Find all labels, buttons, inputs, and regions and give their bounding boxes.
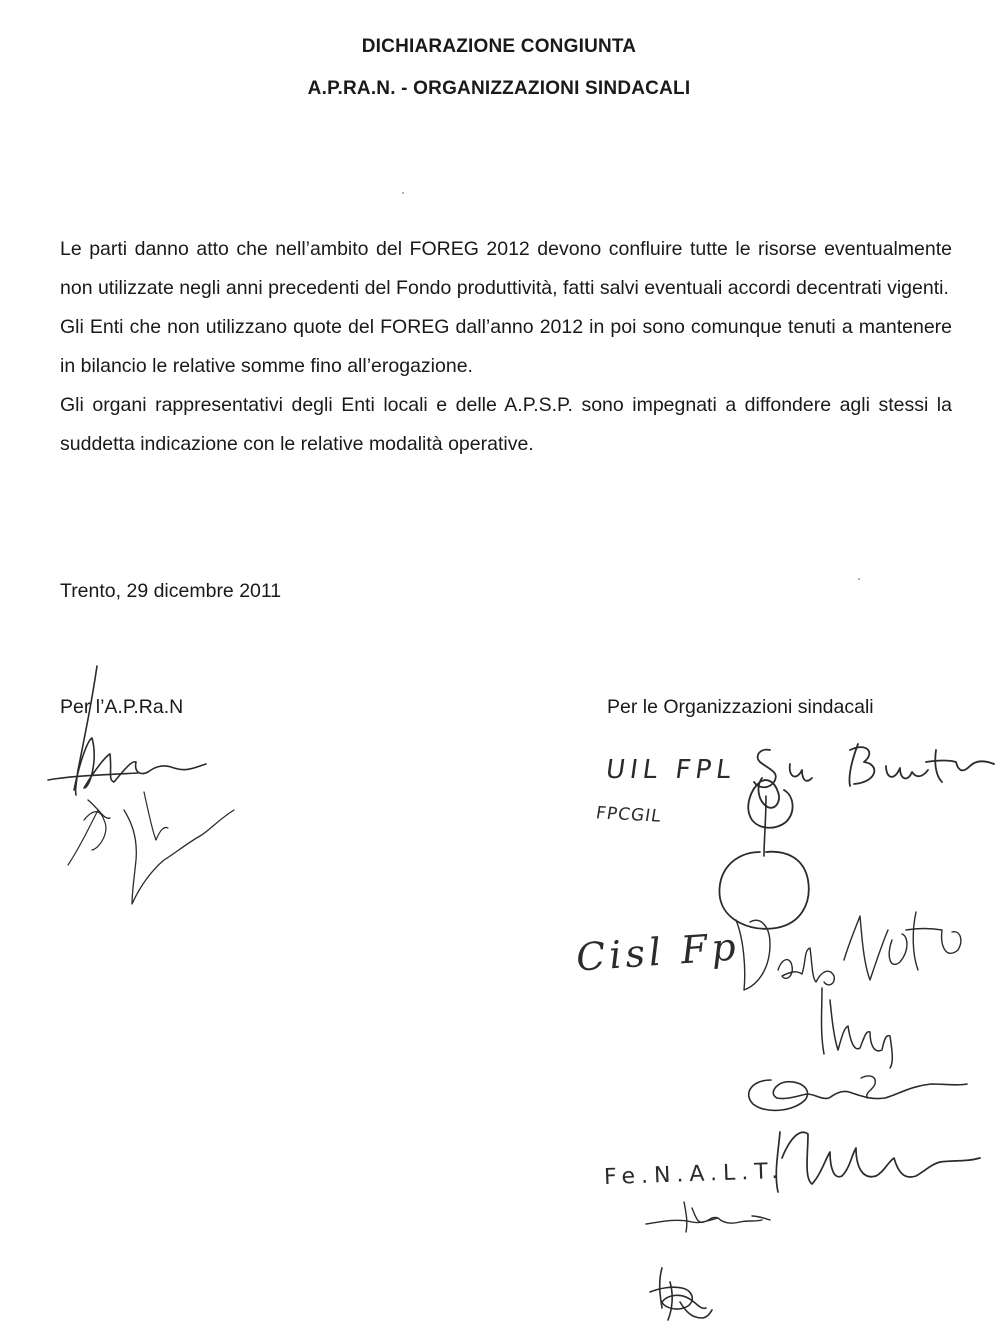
paragraph-foreg-resources: Le parti danno atto che nell’ambito del FOREG 2012 devono confluire tutte le risorse eventualmente non utilizzate negli anni precedenti del Fondo produttività, fatti salvi eventuali accordi decentrati vigenti. <box>60 238 952 299</box>
scan-speck <box>402 192 404 194</box>
paragraph-entities-budget: Gli Enti che non utilizzano quote del FOREG dall’anno 2012 in poi sono comunque tenuti a mantenere in bilancio le relative somme fino all’erogazione. <box>60 316 952 377</box>
signature-cisl-3 <box>735 1064 975 1124</box>
place-and-date: Trento, 29 dicembre 2011 <box>60 580 282 602</box>
signature-bottom-initials <box>640 1262 720 1332</box>
signature-cisl-2 <box>810 980 910 1070</box>
document-subtitle: A.P.RA.N. - ORGANIZZAZIONI SINDACALI <box>307 78 691 99</box>
signature-fenalt-2 <box>640 1198 780 1238</box>
signature-label-unions: Per le Organizzazioni sindacali <box>607 696 874 718</box>
handwritten-cisl-fp: Cisl Fp <box>574 924 741 980</box>
signature-apran-1 <box>40 660 280 920</box>
signature-fenalt <box>760 1118 998 1198</box>
handwritten-uil-fpl: UIL FPL <box>603 755 738 785</box>
paragraph-representative-bodies: Gli organi rappresentativi degli Enti locali e delle A.P.S.P. sono impegnati a diffondere agli stessi la suddetta indicazione con le relative modalità operative. <box>60 394 952 455</box>
signature-label-apran: Per l’A.P.Ra.N <box>60 696 184 718</box>
handwritten-fpcgil: FPCGIL <box>594 803 664 827</box>
scan-speck <box>858 578 860 580</box>
handwritten-fenalt: Fe.N.A.L.T. <box>603 1158 785 1191</box>
document-title: DICHIARAZIONE CONGIUNTA <box>361 36 637 57</box>
declaration-body <box>60 230 952 464</box>
